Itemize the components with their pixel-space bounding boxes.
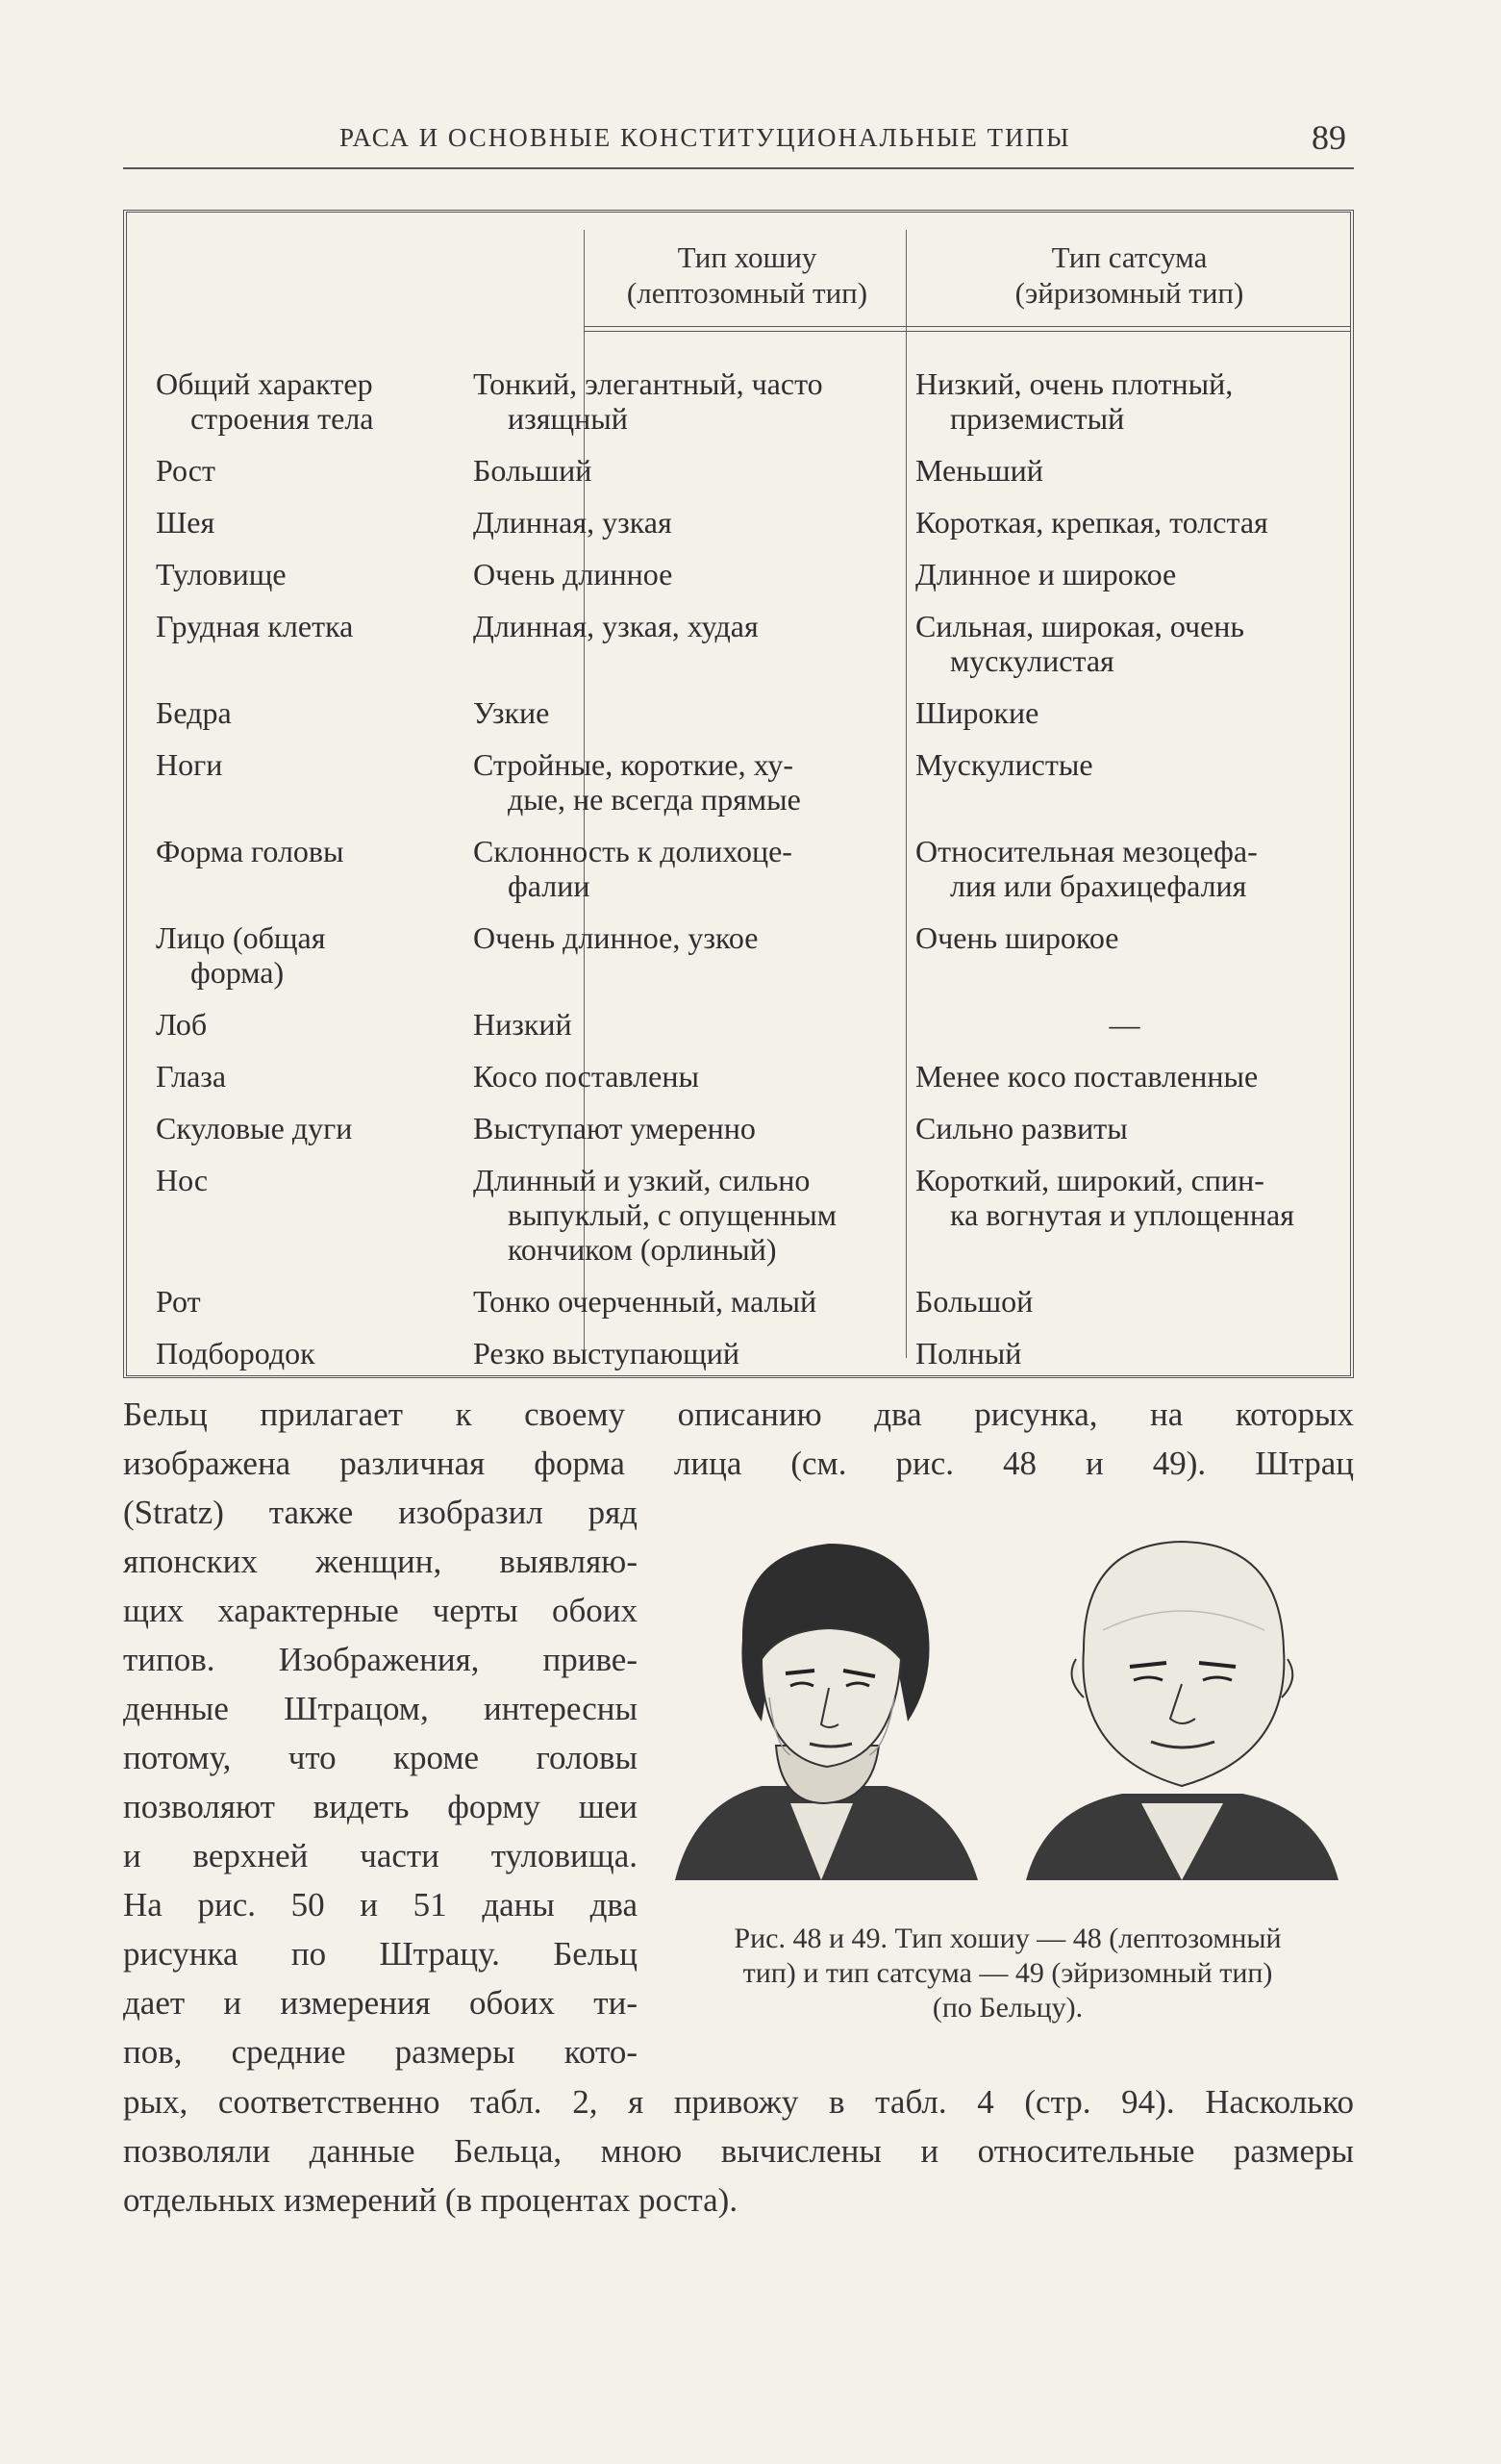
table-row [156,1007,1334,1059]
text-line: пов, средние размеры кото- [123,2033,638,2071]
table-cell-satsuma [915,453,1334,488]
cell-line: Грудная клетка [156,609,354,643]
cell-line: Широкие [915,695,1039,730]
cell-line: Низкий, очень плотный, [915,366,1234,401]
table-row [156,505,1334,557]
cell-line: Резко выступающий [473,1336,740,1370]
text-line: щих характерные черты обоих [123,1592,638,1629]
table-cell-satsuma [915,609,1334,678]
cell-line: Тонкий, элегантный, часто [473,366,823,401]
cell-line: Очень широкое [915,920,1119,955]
cell-line: Сильная, широкая, очень [915,609,1245,643]
table-cell-satsuma [915,1163,1334,1232]
table-cell-satsuma [915,834,1334,903]
column-header-line: (лептозомный тип) [626,276,868,310]
cell-line: форма) [190,955,285,990]
text-line: отдельных измерений (в процентах роста). [123,2181,738,2219]
caption-line: Рис. 48 и 49. Тип хошиу — 48 (лептозомный [734,1923,1282,1954]
table-row [156,695,1334,747]
table-cell-satsuma [915,1059,1334,1094]
text-line: рисунка по Штрацу. Бельц [123,1935,638,1973]
cell-line: мускулистая [950,643,1114,678]
table-row [156,557,1334,609]
text-line: рых, соответственно табл. 2, я привожу в табл. 4 (стр. 94). Насколько [123,2083,1354,2121]
portrait-hoshiu-type [656,1515,988,1885]
cell-line: Глаза [156,1059,227,1094]
table-cell-satsuma [915,920,1334,955]
table-row [156,453,1334,505]
table-cell-feature [156,1336,444,1370]
text-line: дает и измерения обоих ти- [123,1984,638,2022]
text-line: и верхней части туловища. [123,1837,638,1874]
column-header-hoshiu [588,239,906,311]
cell-line: кончиком (орлиный) [508,1232,777,1267]
table-cell-feature [156,1059,444,1094]
table-cell-satsuma [915,695,1334,730]
table-row [156,1111,1334,1163]
cell-line: Очень длинное, узкое [473,920,759,955]
cell-line: — [1109,1007,1140,1042]
table-cell-satsuma [915,1111,1334,1145]
table-cell-feature [156,695,444,730]
table-cell-hoshiu [473,695,882,730]
table-cell-feature [156,505,444,540]
paragraph-2-full [123,2077,1354,2225]
cell-line: выпуклый, с опущенным [508,1197,838,1232]
cell-line: Узкие [473,695,550,730]
table-row [156,834,1334,920]
table-cell-hoshiu [473,1059,882,1094]
column-header-line: Тип хошиу [677,240,817,274]
table-cell-hoshiu [473,557,882,591]
table-row [156,1284,1334,1336]
table-cell-feature [156,1163,444,1197]
text-line: позволяют видеть форму шеи [123,1788,638,1825]
cell-line: Выступают умеренно [473,1111,756,1145]
cell-line: Стройные, короткие, ху- [473,747,794,782]
table-row [156,1059,1334,1111]
table-cell-satsuma [915,1284,1334,1319]
table-cell-satsuma [915,747,1334,782]
cell-line: Форма головы [156,834,344,868]
table-cell-hoshiu [473,1336,882,1370]
running-title: РАСА И ОСНОВНЫЕ КОНСТИТУЦИОНАЛЬНЫЕ ТИПЫ [339,123,1071,152]
cell-line: Меньший [915,453,1043,488]
table-row [156,747,1334,834]
table-row [156,366,1334,453]
cell-line: Шея [156,505,215,540]
text-line: Бельц прилагает к своему описанию два рисунка, на которых [123,1395,1354,1433]
table-row [156,1336,1334,1388]
table-cell-hoshiu [473,453,882,488]
table-cell-hoshiu [473,505,882,540]
page-header [123,113,1354,169]
table-row [156,920,1334,1007]
table-cell-hoshiu [473,747,882,817]
figure-caption [662,1922,1354,2025]
column-header-satsuma [911,239,1348,311]
cell-line: Косо поставлены [473,1059,699,1094]
cell-line: Ноги [156,747,223,782]
page-number: 89 [1312,118,1346,157]
table-cell-hoshiu [473,1007,882,1042]
cell-line: Очень длинное [473,557,673,591]
table-cell-hoshiu [473,834,882,903]
table-cell-satsuma [915,366,1334,436]
text-line: типов. Изображения, приве- [123,1641,638,1678]
cell-line: лия или брахицефалия [950,868,1247,903]
table-cell-hoshiu [473,1111,882,1145]
caption-line: (по Бельцу). [932,1992,1084,2024]
cell-line: ка вогнутая и уплощенная [950,1197,1294,1232]
cell-line: Бедра [156,695,232,730]
table-cell-satsuma [915,505,1334,540]
table-row [156,609,1334,695]
cell-line: Больший [473,453,592,488]
caption-line: тип) и тип сатсума — 49 (эйризомный тип) [742,1957,1273,1989]
cell-line: Сильно развиты [915,1111,1128,1145]
header-separator [584,326,1350,332]
table-cell-feature [156,747,444,782]
cell-line: Тонко очерченный, малый [473,1284,817,1319]
cell-line: Туловище [156,557,287,591]
table-cell-feature [156,1007,444,1042]
table-row [156,1163,1334,1284]
cell-line: Мускулистые [915,747,1093,782]
table-cell-hoshiu [473,366,882,436]
text-line: изображена различная форма лица (см. рис. 48 и 49). Штрац [123,1445,1354,1482]
cell-line: Длинная, узкая, худая [473,609,759,643]
table-cell-feature [156,920,444,990]
portrait-satsuma-type [1016,1515,1348,1885]
cell-line: приземистый [950,401,1125,436]
comparison-table [123,210,1354,1378]
table-cell-satsuma [915,1336,1334,1370]
cell-line: строения тела [190,401,374,436]
text-line: (Stratz) также изобразил ряд [123,1494,638,1531]
paragraph-1 [123,1390,1354,1488]
table-cell-feature [156,557,444,591]
cell-line: Короткая, крепкая, толстая [915,505,1268,540]
cell-line: Нос [156,1163,209,1197]
cell-line: Общий характер [156,366,373,401]
cell-line: Полный [915,1336,1022,1370]
table-cell-feature [156,366,444,436]
cell-line: Менее косо поставленные [915,1059,1259,1094]
figure-48-49 [656,1515,1354,1885]
column-header-line: Тип сатсума [1051,240,1208,274]
cell-line: Большой [915,1284,1034,1319]
table-cell-feature [156,834,444,868]
column-header-line: (эйризомный тип) [1014,276,1244,310]
table-cell-hoshiu [473,1284,882,1319]
table-cell-feature [156,1111,444,1145]
text-line: На рис. 50 и 51 даны два [123,1886,638,1923]
cell-line: Рост [156,453,215,488]
cell-line: Лоб [156,1007,208,1042]
table-cell-satsuma [915,1007,1334,1042]
cell-line: Рот [156,1284,201,1319]
table-cell-feature [156,609,444,643]
cell-line: изящный [508,401,628,436]
cell-line: Длинная, узкая [473,505,672,540]
text-line: японских женщин, выявляю- [123,1543,638,1580]
text-line: позволяли данные Бельца, мною вычислены и относительные размеры [123,2132,1354,2170]
table-cell-hoshiu [473,609,882,643]
cell-line: Лицо (общая [156,920,326,955]
table-cell-feature [156,453,444,488]
paragraph-2-left [123,1488,638,2076]
table-cell-feature [156,1284,444,1319]
table-cell-satsuma [915,557,1334,591]
cell-line: Низкий [473,1007,572,1042]
cell-line: Скуловые дуги [156,1111,353,1145]
cell-line: Относительная мезоцефа- [915,834,1258,868]
cell-line: Длинное и широкое [915,557,1177,591]
cell-line: дые, не всегда прямые [508,782,801,817]
text-line: потому, что кроме головы [123,1739,638,1776]
cell-line: фалии [508,868,590,903]
cell-line: Склонность к долихоце- [473,834,792,868]
table-cell-hoshiu [473,920,882,955]
cell-line: Подбородок [156,1336,315,1370]
cell-line: Длинный и узкий, сильно [473,1163,811,1197]
cell-line: Короткий, широкий, спин- [915,1163,1264,1197]
table-body [156,366,1334,1388]
table-cell-hoshiu [473,1163,882,1267]
text-line: денные Штрацом, интересны [123,1690,638,1727]
